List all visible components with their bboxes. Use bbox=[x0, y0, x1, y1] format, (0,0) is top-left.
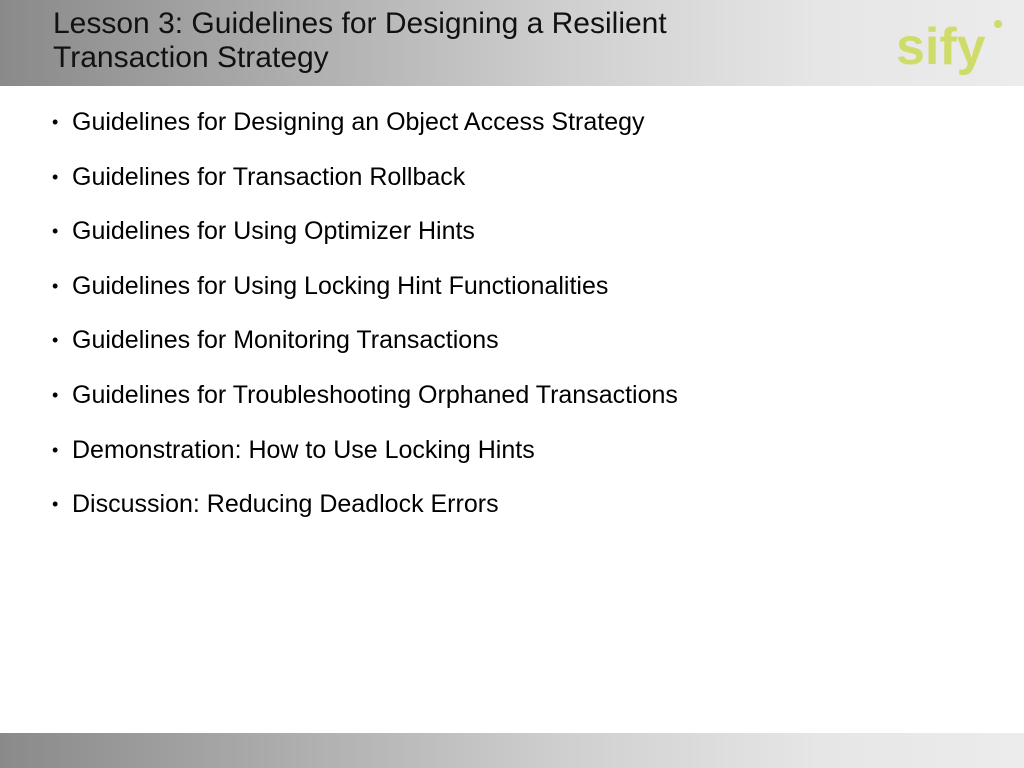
logo-dot bbox=[994, 20, 1002, 28]
slide-header-band bbox=[0, 0, 1024, 86]
slide-title-line-2: Transaction Strategy bbox=[53, 41, 329, 74]
list-item bbox=[52, 217, 678, 272]
list-item bbox=[52, 490, 678, 545]
list-item-text: Demonstration: How to Use Locking Hints bbox=[72, 435, 535, 464]
bullet-icon: • bbox=[52, 275, 59, 296]
list-item-text: Guidelines for Troubleshooting Orphaned Transactions bbox=[72, 380, 678, 409]
bullet-icon: • bbox=[52, 439, 59, 460]
list-item-text: Guidelines for Designing an Object Access Strategy bbox=[72, 108, 645, 136]
bullet-icon: • bbox=[52, 384, 59, 405]
logo-text: sify bbox=[896, 18, 986, 76]
list-item-text: Guidelines for Using Locking Hint Functionalities bbox=[72, 271, 609, 300]
sify-logo bbox=[894, 14, 1010, 78]
list-item-text: Discussion: Reducing Deadlock Errors bbox=[72, 490, 499, 519]
list-item bbox=[52, 108, 678, 163]
list-item bbox=[52, 326, 678, 381]
list-item bbox=[52, 436, 678, 491]
bullet-icon: • bbox=[52, 221, 59, 242]
list-item-text: Guidelines for Using Optimizer Hints bbox=[72, 217, 475, 246]
slide-title-line-1: Lesson 3: Guidelines for Designing a Resilient bbox=[53, 7, 667, 40]
list-item bbox=[52, 272, 678, 327]
list-item-text: Guidelines for Monitoring Transactions bbox=[72, 326, 499, 355]
list-item bbox=[52, 163, 678, 218]
bullet-icon: • bbox=[52, 330, 59, 351]
bullet-icon: • bbox=[52, 494, 59, 515]
list-item-text: Guidelines for Transaction Rollback bbox=[72, 162, 466, 191]
bullet-icon: • bbox=[52, 166, 59, 187]
slide-title bbox=[53, 7, 853, 75]
bullet-list bbox=[52, 108, 678, 545]
list-item bbox=[52, 381, 678, 436]
slide-footer-band bbox=[0, 733, 1024, 768]
bullet-icon: • bbox=[52, 112, 59, 132]
